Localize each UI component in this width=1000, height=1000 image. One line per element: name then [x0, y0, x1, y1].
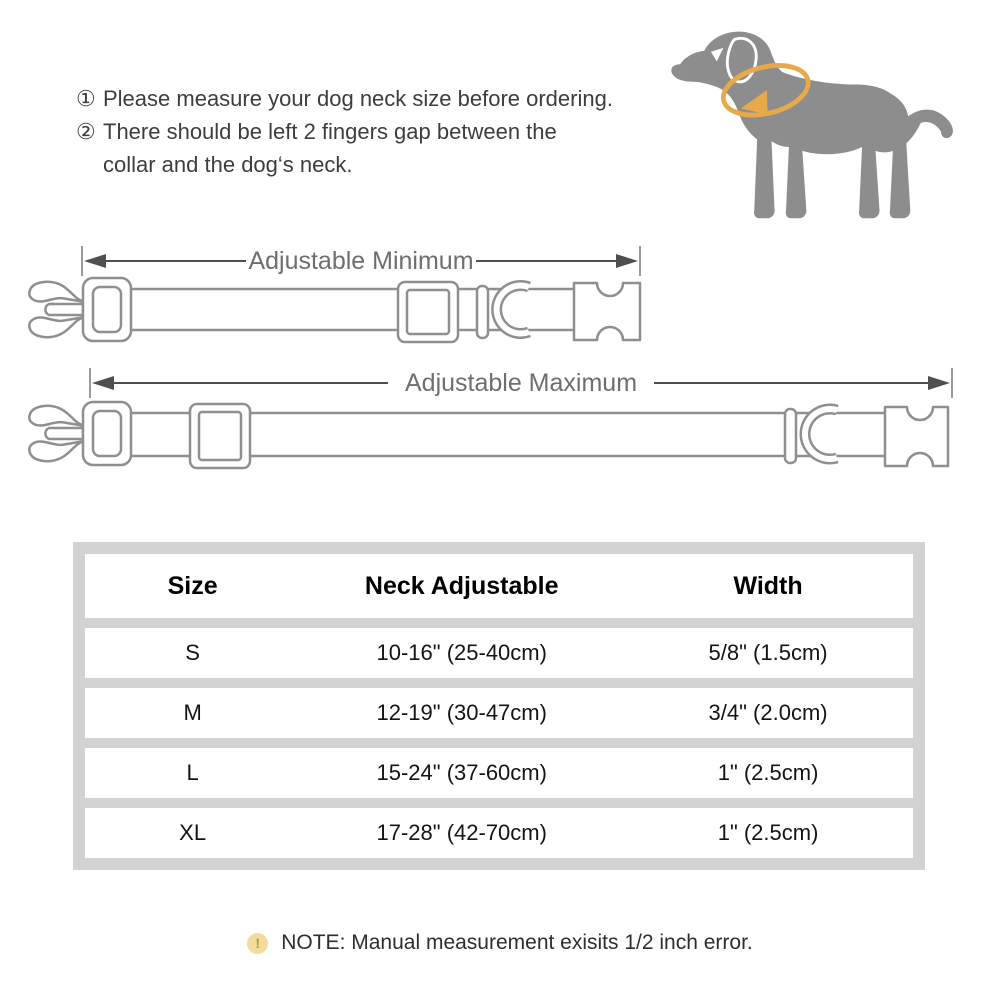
table-row	[85, 688, 913, 738]
header-neck-adjustable: Neck Adjustable	[364, 571, 559, 600]
table-row	[85, 808, 913, 858]
cell-size: L	[186, 760, 199, 785]
dog-silhouette-figure	[658, 16, 966, 230]
collar-diagram-min	[25, 274, 645, 354]
maximum-label: Adjustable Maximum	[404, 369, 638, 397]
arrowhead-left-icon	[92, 376, 114, 390]
measurement-note	[0, 931, 1000, 955]
header-width: Width	[733, 571, 803, 600]
buckle-frame-window	[93, 411, 121, 456]
size-table	[73, 542, 925, 870]
table-header-row	[85, 554, 913, 618]
buckle-prong-bottom	[29, 317, 85, 337]
table-row	[85, 628, 913, 678]
strap-keeper	[785, 409, 796, 463]
dimension-minimum	[80, 244, 642, 278]
triglide-slider-window	[199, 412, 241, 460]
instruction-1-text: Please measure your dog neck size before ordering.	[103, 86, 613, 111]
instruction-2-line-2: collar and the dog‘s neck.	[103, 152, 353, 177]
minimum-label: Adjustable Minimum	[248, 247, 474, 275]
buckle-prong-center	[45, 304, 83, 315]
buckle-prong-center	[45, 428, 83, 439]
buckle-frame-window	[93, 287, 121, 332]
exclamation-icon: !	[247, 933, 268, 954]
cell-size: XL	[179, 820, 207, 845]
instruction-2	[76, 115, 676, 181]
cell-width: 1" (2.5cm)	[717, 760, 819, 785]
buckle-prong-top	[29, 282, 85, 302]
strap-keeper	[477, 286, 488, 338]
instruction-2-line-1: There should be left 2 fingers gap between the	[103, 119, 557, 144]
collar-diagram-max	[25, 398, 955, 478]
measuring-instructions	[76, 82, 676, 181]
cell-width: 5/8" (1.5cm)	[708, 640, 828, 665]
buckle-housing	[885, 407, 948, 466]
arrowhead-right-icon	[928, 376, 950, 390]
dog-body	[671, 32, 953, 219]
circled-number-1: ①	[76, 86, 96, 111]
cell-size: M	[183, 700, 202, 725]
buckle-prong-top	[29, 406, 85, 426]
dimension-maximum	[88, 366, 954, 400]
arrowhead-left-icon	[84, 254, 106, 268]
note-text: NOTE: Manual measurement exisits 1/2 inch error.	[281, 931, 753, 954]
cell-neck: 12-19" (30-47cm)	[376, 700, 547, 725]
cell-width: 1" (2.5cm)	[717, 820, 819, 845]
triglide-slider-window	[407, 290, 449, 334]
cell-neck: 17-28" (42-70cm)	[376, 820, 547, 845]
table-row	[85, 748, 913, 798]
arrowhead-right-icon	[616, 254, 638, 268]
circled-number-2: ②	[76, 119, 96, 144]
cell-size: S	[185, 640, 200, 665]
buckle-housing	[574, 283, 640, 340]
instruction-1	[76, 82, 676, 115]
cell-width: 3/4" (2.0cm)	[708, 700, 828, 725]
buckle-prong-bottom	[29, 441, 85, 461]
header-size: Size	[167, 571, 218, 600]
cell-neck: 15-24" (37-60cm)	[376, 760, 547, 785]
cell-neck: 10-16" (25-40cm)	[376, 640, 547, 665]
